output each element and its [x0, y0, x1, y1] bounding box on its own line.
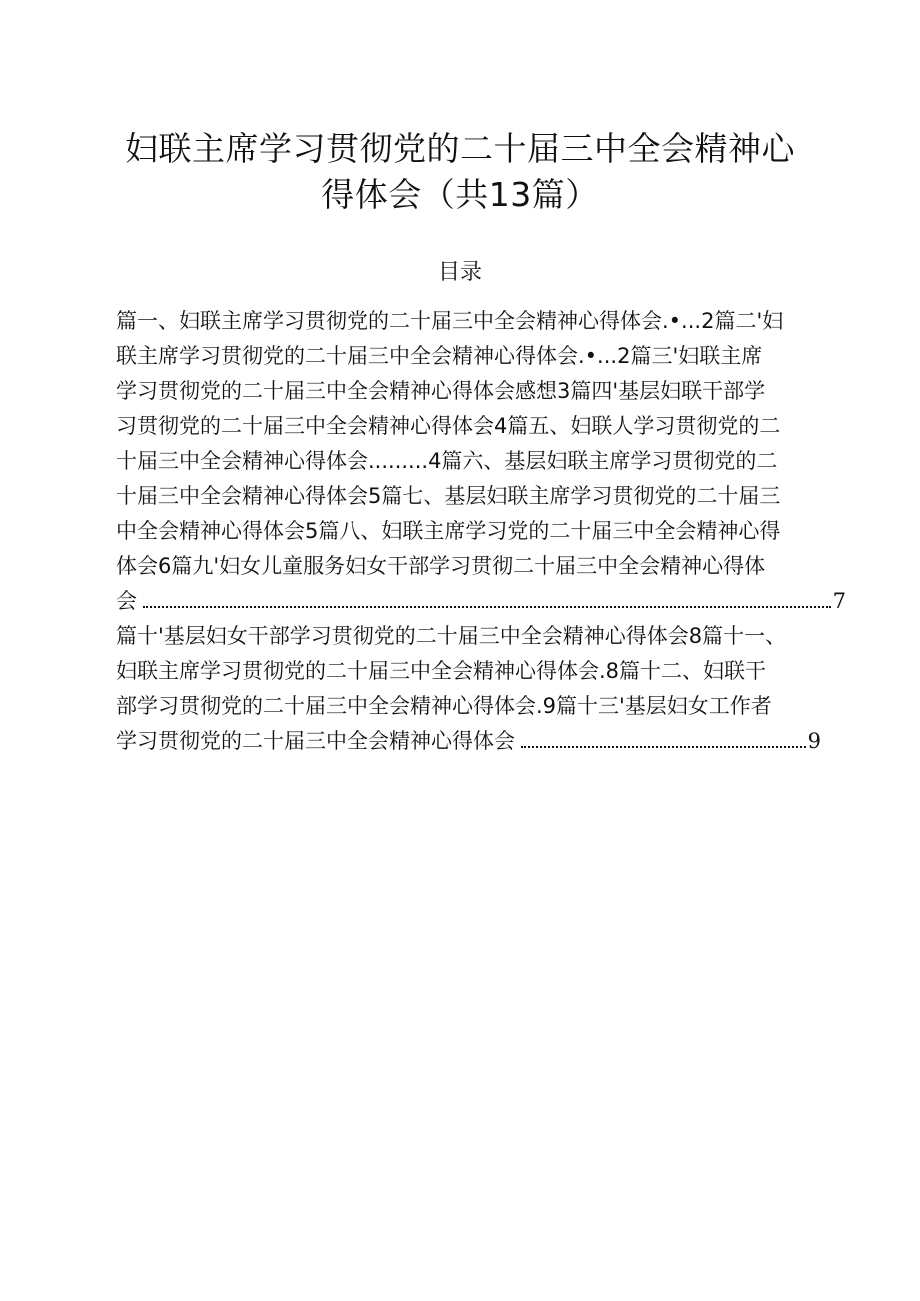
title-line-1: 妇联主席学习贯彻党的二十届三中全会精神心 [125, 129, 795, 168]
document-title [0, 126, 920, 218]
toc-line: 篇十'基层妇女干部学习贯彻党的二十届三中全会精神心得体会8篇十一、 [116, 624, 787, 648]
toc-entry-text: 学习贯彻党的二十届三中全会精神心得体会 [116, 729, 515, 753]
title-line-2: 得体会（共13篇） [321, 175, 599, 214]
toc-line: 学习贯彻党的二十届三中全会精神心得体会感想3篇四'基层妇联干部学 [116, 379, 766, 403]
toc-line: 联主席学习贯彻党的二十届三中全会精神心得体会.•...2篇三'妇联主席 [116, 344, 763, 368]
toc-heading: 目录 [437, 260, 482, 285]
toc-line: 中全会精神心得体会5篇八、妇联主席学习党的二十届三中全会精神心得 [116, 519, 781, 543]
toc-line-with-leader [116, 584, 846, 619]
toc-line: 习贯彻党的二十届三中全会精神心得体会4篇五、妇联人学习贯彻党的二 [116, 414, 781, 438]
toc-page-number: 7 [832, 589, 846, 613]
toc-line: 妇联主席学习贯彻党的二十届三中全会精神心得体会.8篇十二、妇联干 [116, 659, 767, 683]
dot-leader [521, 745, 806, 748]
toc-line: 十届三中全会精神心得体会5篇七、基层妇联主席学习贯彻党的二十届三 [116, 484, 781, 508]
toc-entry-text: 会 [116, 589, 137, 613]
toc-line: 十届三中全会精神心得体会.........4篇六、基层妇联主席学习贯彻党的二 [116, 449, 778, 473]
toc-line-with-leader [116, 724, 821, 759]
dot-leader [143, 605, 831, 608]
toc-page-number: 9 [807, 729, 821, 753]
toc-line: 体会6篇九'妇女儿童服务妇女干部学习贯彻二十届三中全会精神心得体 [116, 554, 766, 578]
table-of-contents [116, 304, 846, 759]
toc-line: 部学习贯彻党的二十届三中全会精神心得体会.9篇十三'基层妇女工作者 [116, 694, 772, 718]
toc-line: 篇一、妇联主席学习贯彻党的二十届三中全会精神心得体会.•...2篇二'妇 [116, 309, 784, 333]
